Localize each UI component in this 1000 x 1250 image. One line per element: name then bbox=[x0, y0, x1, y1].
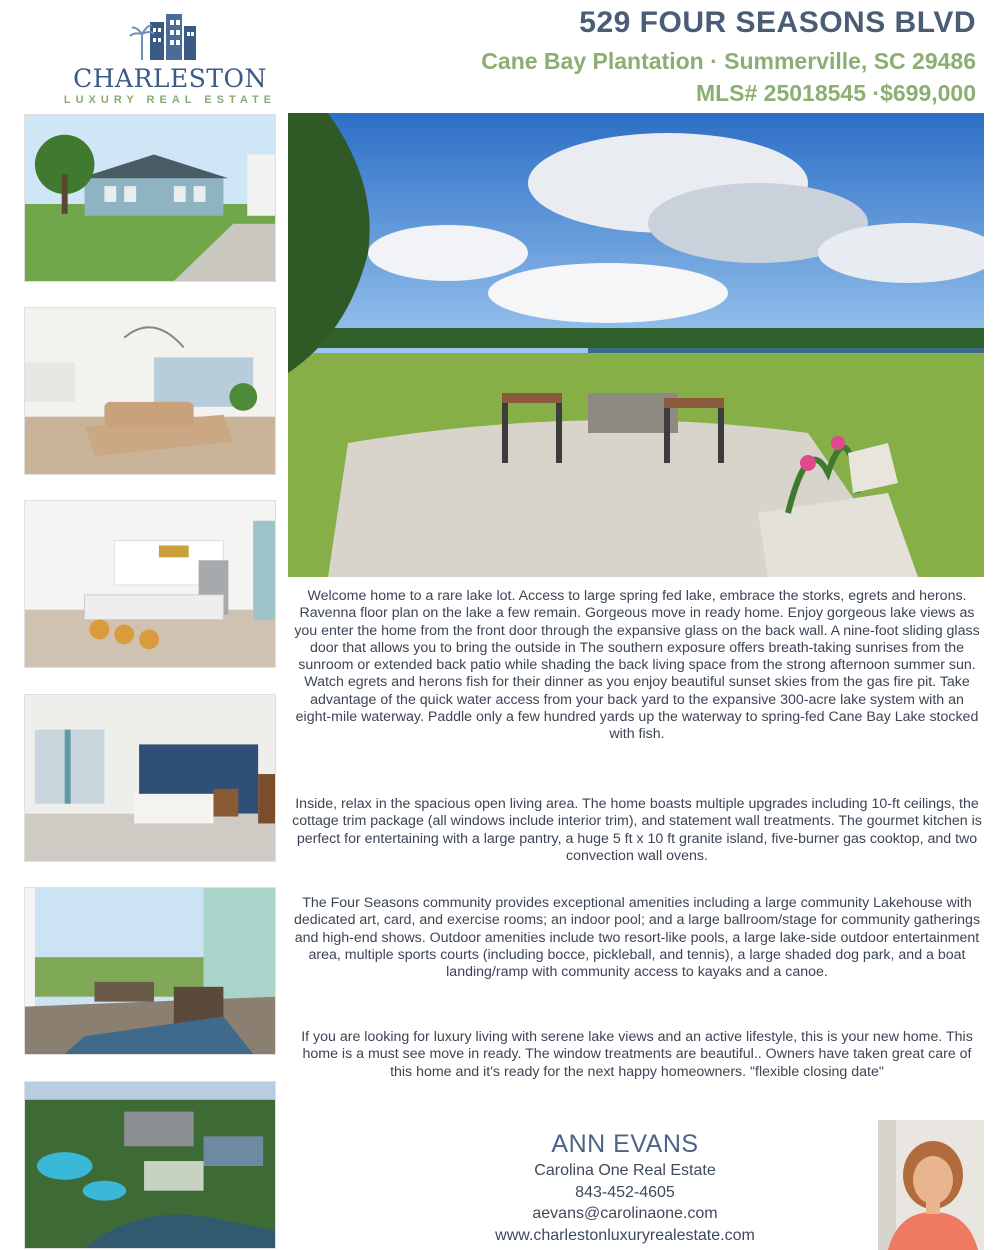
brand-logo bbox=[40, 12, 290, 106]
agent-headshot bbox=[878, 1120, 984, 1250]
description-paragraph-4: If you are looking for luxury living with serene lake views and an active lifestyle, this is your new home. This home is a must see move in ready. The window treatments are beautiful.. Owners have taken great care of this home and it's ready for the next happy homeowners. "flexible closing date" bbox=[301, 1029, 973, 1080]
lake-patio-photo bbox=[288, 113, 984, 577]
agent-contact bbox=[390, 1128, 860, 1246]
property-location: Cane Bay Plantation · Summerville, SC 29486 bbox=[481, 48, 976, 74]
logo-wordmark: CHARLESTON bbox=[73, 64, 267, 93]
screened-porch-photo bbox=[24, 887, 276, 1055]
property-address: 529 FOUR SEASONS BLVD bbox=[579, 6, 976, 39]
description-paragraph-2: Inside, relax in the spacious open living area. The home boasts multiple upgrades including 10-ft ceilings, the cottage trim package (all windows include interior trim), and statement wall treatments. The gourmet kitchen is perfect for entertaining with a large pantry, a huge 5 ft x 10 ft granite island, five-burner gas cooktop, and two convection wall ovens. bbox=[292, 796, 982, 864]
logo-tagline: LUXURY REAL ESTATE bbox=[63, 94, 277, 106]
agent-email[interactable]: aevans@carolinaone.com bbox=[532, 1205, 718, 1222]
primary-bedroom-photo bbox=[24, 694, 276, 862]
agent-brokerage: Carolina One Real Estate bbox=[534, 1162, 716, 1179]
agent-website[interactable]: www.charlestonluxuryrealestate.com bbox=[495, 1226, 755, 1244]
aerial-community-photo bbox=[24, 1081, 276, 1249]
kitchen-photo bbox=[24, 500, 276, 668]
agent-phone[interactable]: 843-452-4605 bbox=[575, 1183, 675, 1201]
front-exterior-photo bbox=[24, 114, 276, 282]
living-room-photo bbox=[24, 307, 276, 475]
description-paragraph-3: The Four Seasons community provides exceptional amenities including a large community Lakehouse with dedicated art, card, and exercise rooms; an indoor pool; and a large ballroom/stage for community gatherings and high-end shows. Outdoor amenities include two resort-like pools, a large lake-side outdoor entertainment area, multiple sports courts (including bocce, pickleball, and tennis), a large shaded dog park, and a boat landing/ramp with community access to kayaks and a canoe. bbox=[293, 895, 981, 981]
mls-and-price: MLS# 25018545 ·$699,000 bbox=[695, 80, 976, 106]
building-logo-icon bbox=[128, 12, 218, 60]
description-paragraph-1: Welcome home to a rare lake lot. Access to large spring fed lake, embrace the storks, egrets and herons. Ravenna floor plan on the lake a few remain. Gorgeous move in ready home. Enjoy gorgeous lake views as you enter the home from the front door through the expansive glass on the back wall. A nine-foot sliding glass door that allows you to bring the outside in The southern exposure offers breath-taking sunrises from the sunroom or extended back patio while shading the back living space from the strong afternoon summer sun. Watch egrets and herons fish for their dinner as you enjoy beautiful sunset skies from the gas fire pit. Take advantage of the quick water access from your back yard to the expansive 300-acre lake system with an eight-mile waterway. Paddle only a few hundred yards up the waterway to spring-fed Cane Bay Lake stocked with fish. bbox=[294, 588, 980, 743]
agent-name: ANN EVANS bbox=[551, 1130, 699, 1158]
